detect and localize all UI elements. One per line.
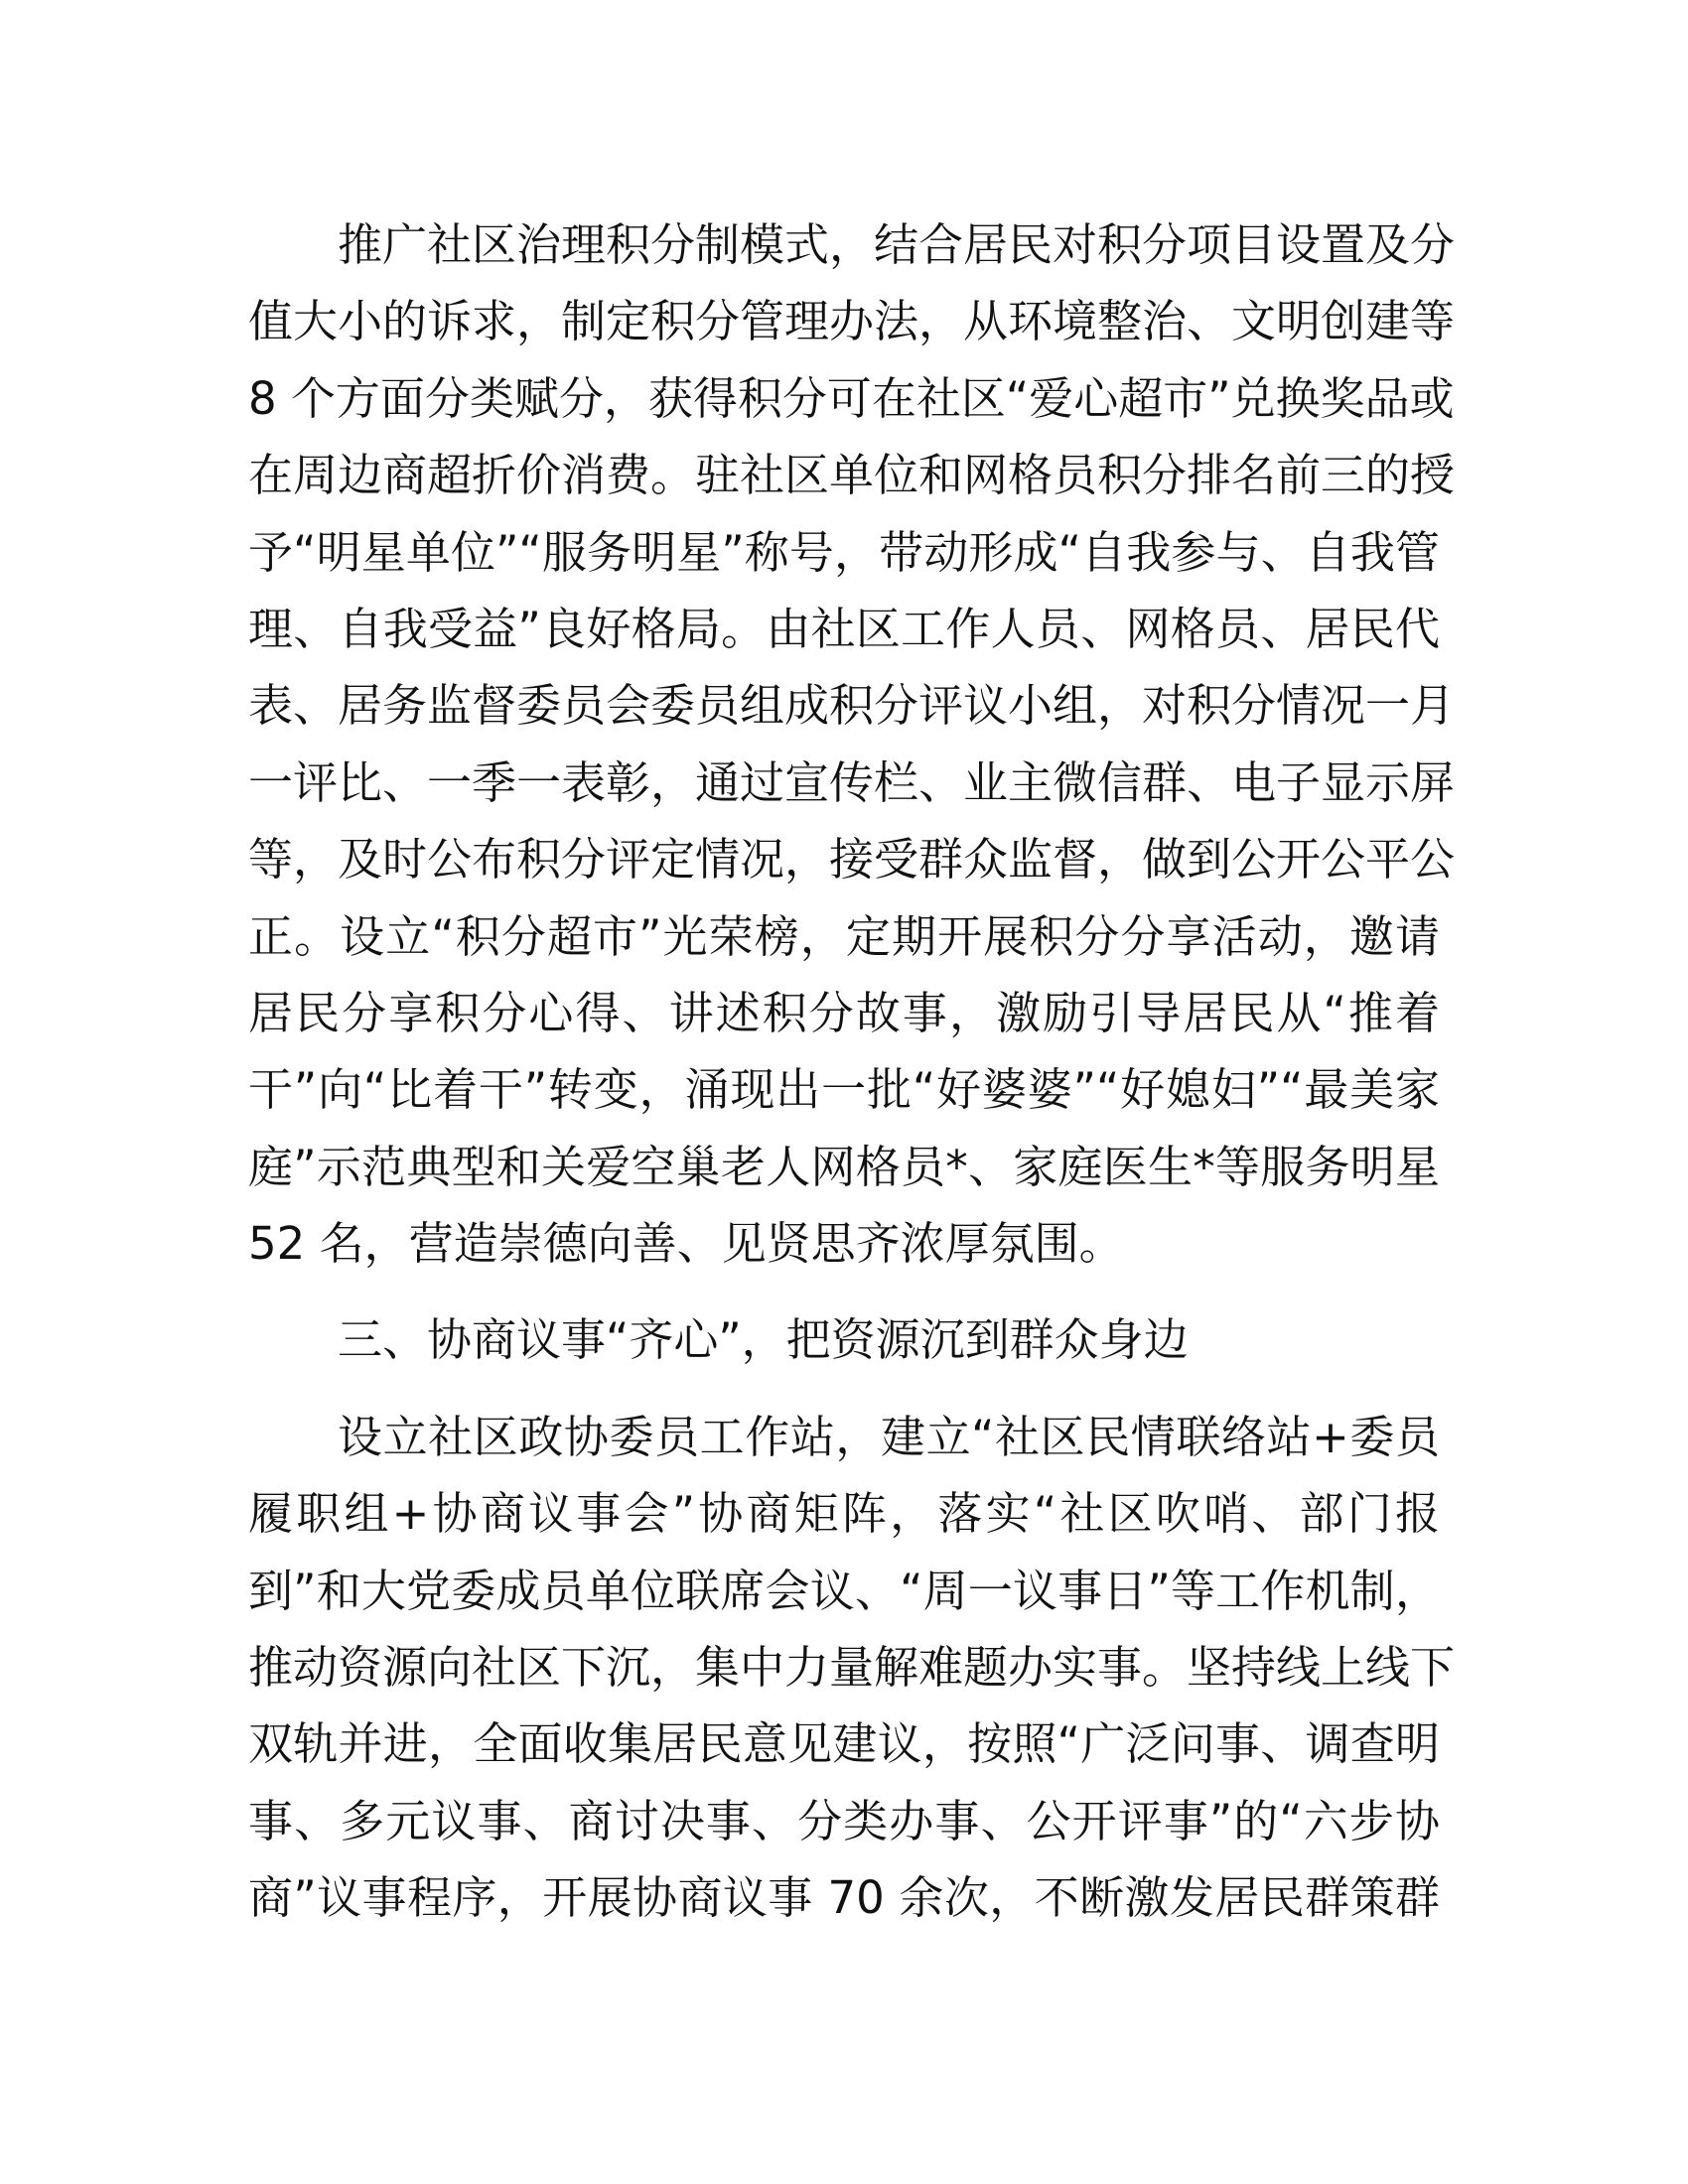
text-line: 设立社区政协委员工作站，建立“社区民情联络站+委员: [338, 1410, 1440, 1463]
text-line: 履职组+协商议事会”协商矩阵，落实“社区吹哨、部门报: [248, 1487, 1440, 1541]
paragraph-points-system: [248, 206, 1456, 1282]
text-line: 正。设立“积分超市”光荣榜，定期开展积分分享活动，邀请: [248, 909, 1440, 963]
text-line: 双轨并进，全面收集居民意见建议，按照“广泛问事、调查明: [248, 1717, 1440, 1771]
text-line: 一评比、一季一表彰，通过宣传栏、业主微信群、电子显示屏: [248, 755, 1456, 809]
text-line: 干”向“比着干”转变，涌现出一批“好婆婆”“好媳妇”“最美家: [248, 1063, 1440, 1117]
text-line: 52 名，营造崇德向善、见贤思齐浓厚氛围。: [248, 1217, 1124, 1271]
text-line: 居民分享积分心得、讲述积分故事，激励引导居民从“推着: [248, 986, 1440, 1039]
text-line: 事、多元议事、商讨决事、分类办事、公开评事”的“六步协: [248, 1794, 1440, 1847]
paragraph-consultation: [248, 1399, 1456, 1937]
text-line: 在周边商超折价消费。驻社区单位和网格员积分排名前三的授: [248, 449, 1456, 502]
text-line: 等，及时公布积分评定情况，接受群众监督，做到公开公平公: [248, 833, 1456, 887]
text-line: 8 个方面分类赋分，获得积分可在社区“爱心超市”兑换奖品或: [248, 371, 1455, 425]
text-line: 推广社区治理积分制模式，结合居民对积分项目设置及分: [338, 218, 1456, 271]
text-line: 推动资源向社区下沉，集中力量解难题办实事。坚持线上线下: [248, 1641, 1456, 1695]
text-line: 商”议事程序，开展协商议事 70 余次，不断激发居民群策群: [248, 1871, 1440, 1925]
section-heading: 三、协商议事“齐心”，把资源沉到群众身边: [338, 1313, 1189, 1367]
text-line: 表、居务监督委员会委员组成积分评议小组，对积分情况一月: [248, 679, 1456, 733]
text-line: 庭”示范典型和关爱空巢老人网格员*、家庭医生*等服务明星: [248, 1140, 1440, 1193]
text-line: 予“明星单位”“服务明星”称号，带动形成“自我参与、自我管: [248, 525, 1440, 579]
document-body: [248, 206, 1456, 1937]
text-line: 理、自我受益”良好格局。由社区工作人员、网格员、居民代: [248, 602, 1440, 655]
text-line: 到”和大党委成员单位联席会议、“周一议事日”等工作机制，: [248, 1564, 1440, 1617]
text-line: 值大小的诉求，制定积分管理办法，从环境整治、文明创建等: [248, 295, 1456, 348]
